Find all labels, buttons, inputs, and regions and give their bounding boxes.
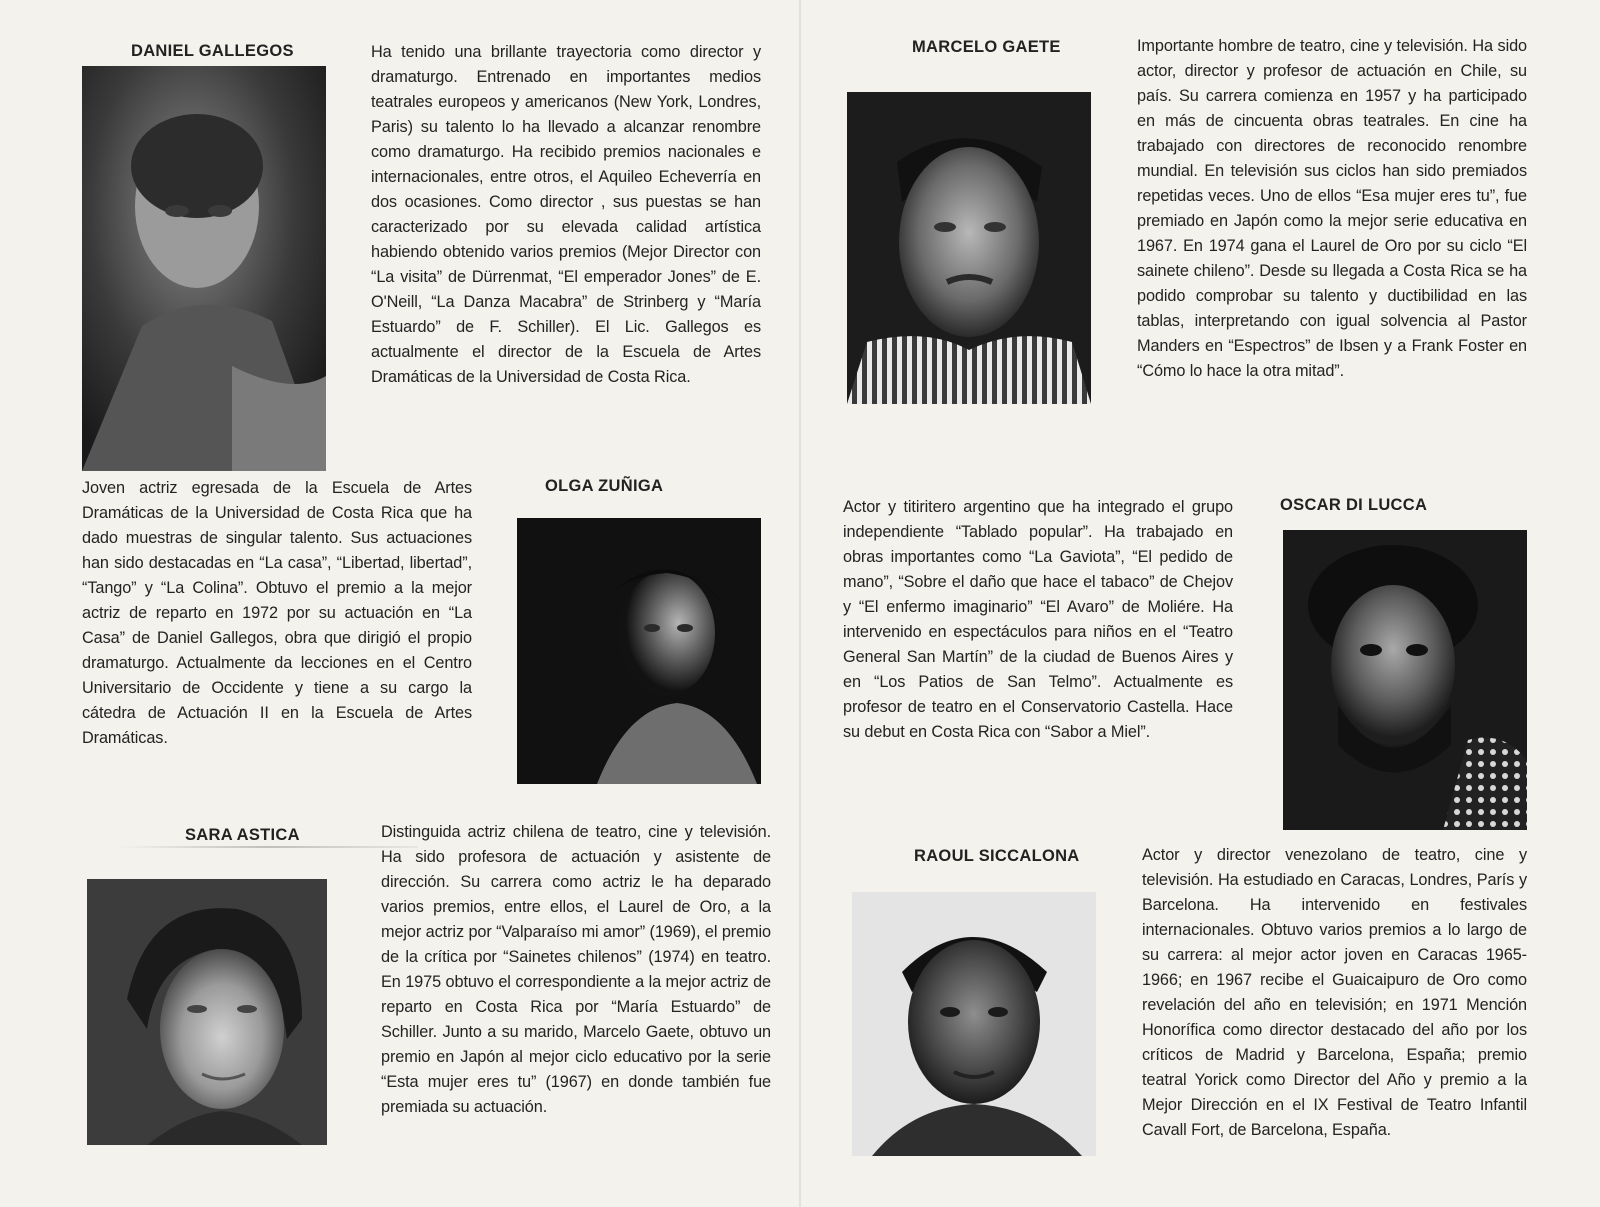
photo-oscar-di-lucca <box>1283 530 1527 830</box>
portrait-photo-icon <box>82 66 326 471</box>
photo-raoul-siccalona <box>852 892 1096 1156</box>
portrait-photo-icon <box>852 892 1096 1156</box>
page-fold <box>799 0 801 1207</box>
name-daniel-gallegos: DANIEL GALLEGOS <box>131 42 294 60</box>
photo-daniel-gallegos <box>82 66 326 471</box>
name-raoul-siccalona: RAOUL SICCALONA <box>914 847 1080 865</box>
bio-marcelo-gaete: Importante hombre de teatro, cine y televisión. Ha sido actor, director y profesor de actuación en Chile, su país. Su carrera comienza en 1957 y ha participado en más de cincuenta obras teatrales. En cine ha trabajado con directores de reconocido renombre mundial. En televisión sus ciclos han sido premiados repetidas veces. Uno de ellos “Esa mujer eres tu”, fue premiado en Japón como la mejor serie educativa en 1967. En 1974 gana el Laurel de Oro por su ciclo “El sainete chileno”. Desde su llegada a Costa Rica se ha podido comprobar su talento y ductibilidad en las tablas, interpretando con igual solvencia al Pastor Manders en “Espectros” de Ibsen y a Frank Foster en “Cómo lo hace la otra mitad”. <box>1137 37 1527 380</box>
photo-marcelo-gaete <box>847 92 1091 404</box>
name-sara-astica: SARA ASTICA <box>185 826 300 844</box>
portrait-photo-icon <box>1283 530 1527 830</box>
bio-sara-astica: Distinguida actriz chilena de teatro, cine y televisión. Ha sido profesora de actuación y asistente de dirección. Su carrera como actriz le ha deparado varios premios, entre ellos, el Laurel de Oro, a la mejor actriz por “Valparaíso mi amor” (1969), el premio de la crítica por “Sainetes chilenos” (1974) en teatro. En 1975 obtuvo el correspondiente a la mejor actriz de reparto en Costa Rica por “María Estuardo” de Schiller. Junto a su marido, Marcelo Gaete, obtuvo un premio en Japón al mejor ciclo educativo por la serie “Esta mujer eres tu” (1967) en donde también fue premiada su actuación. <box>381 823 771 1116</box>
bio-daniel-gallegos: Ha tenido una brillante trayectoria como director y dramaturgo. Entrenado en importantes medios teatrales europeos y americanos (New York, Londres, Paris) su talento lo ha llevado a alcanzar renombre como dramaturgo. Ha recibido premios nacionales e internacionales, entre otros, el Aquileo Echeverría en dos ocasiones. Como director , sus puestas se han caracterizado por su elevada calidad artística habiendo obtenido varios premios (Mejor Director con “La visita” de Dürrenmat, “El emperador Jones” de E. O'Neill, “La Danza Macabra” de Strinberg y “María Estuardo” de F. Schiller). El Lic. Gallegos es actualmente el director de la Escuela de Artes Dramáticas de la Universidad de Costa Rica. <box>371 43 761 386</box>
bio-olga-zuniga: Joven actriz egresada de la Escuela de Artes Dramáticas de la Universidad de Costa Rica que ha dado muestras de singular talento. Sus actuaciones han sido destacadas en “La casa”, “Libertad, libertad”, “Tango” y “La Colina”. Obtuvo el premio a la mejor actriz de reparto en 1972 por su actuación en “La Casa” de Daniel Gallegos, obra que dirigió el propio dramaturgo. Actualmente da lecciones en el Centro Universitario de Occidente y tiene a su cargo la cátedra de Actuación II en la Escuela de Artes Dramáticas. <box>82 479 472 747</box>
bio-raoul-siccalona: Actor y director venezolano de teatro, cine y televisión. Ha estudiado en Caracas, Londres, París y Barcelona. Ha intervenido en festivales internacionales. Obtuvo varios premios a lo largo de su carrera: al mejor actor joven en Caracas 1965-1966; en 1967 recibe el Guaicaipuro de Oro como revelación del año en televisión; en 1971 Mención Honorífica como director destacado del año por los críticos de Madrid y Barcelona, España; premio teatral Yorick como Director del Año y premio a la Mejor Dirección en el IX Festival de Teatro Infantil Cavall Fort, de Barcelona, España. <box>1142 846 1527 1139</box>
portrait-photo-icon <box>87 879 327 1145</box>
photo-olga-zuniga <box>517 518 761 784</box>
bio-oscar-di-lucca: Actor y titiritero argentino que ha integrado el grupo independiente “Tablado popular”. Ha trabajado en obras importantes como “La Gaviota”, “El pedido de mano”, “Sobre el daño que hace el tabaco” de Chejov y “El enfermo imaginario” “El Avaro” de Moliére. Ha intervenido en espectáculos para niños en el “Teatro General San Martín” de la ciudad de Buenos Aires y en “Los Patios de San Telmo”. Actualmente es profesor de teatro en el Conservatorio Castella. Hace su debut en Costa Rica con “Sabor a Miel”. <box>843 498 1233 741</box>
portrait-photo-icon <box>517 518 761 784</box>
portrait-photo-icon <box>847 92 1091 404</box>
name-oscar-di-lucca: OSCAR DI LUCCA <box>1280 496 1428 514</box>
name-marcelo-gaete: MARCELO GAETE <box>912 38 1061 56</box>
stray-mark <box>118 846 418 848</box>
photo-sara-astica <box>87 879 327 1145</box>
name-olga-zuniga: OLGA ZUÑIGA <box>545 477 664 495</box>
